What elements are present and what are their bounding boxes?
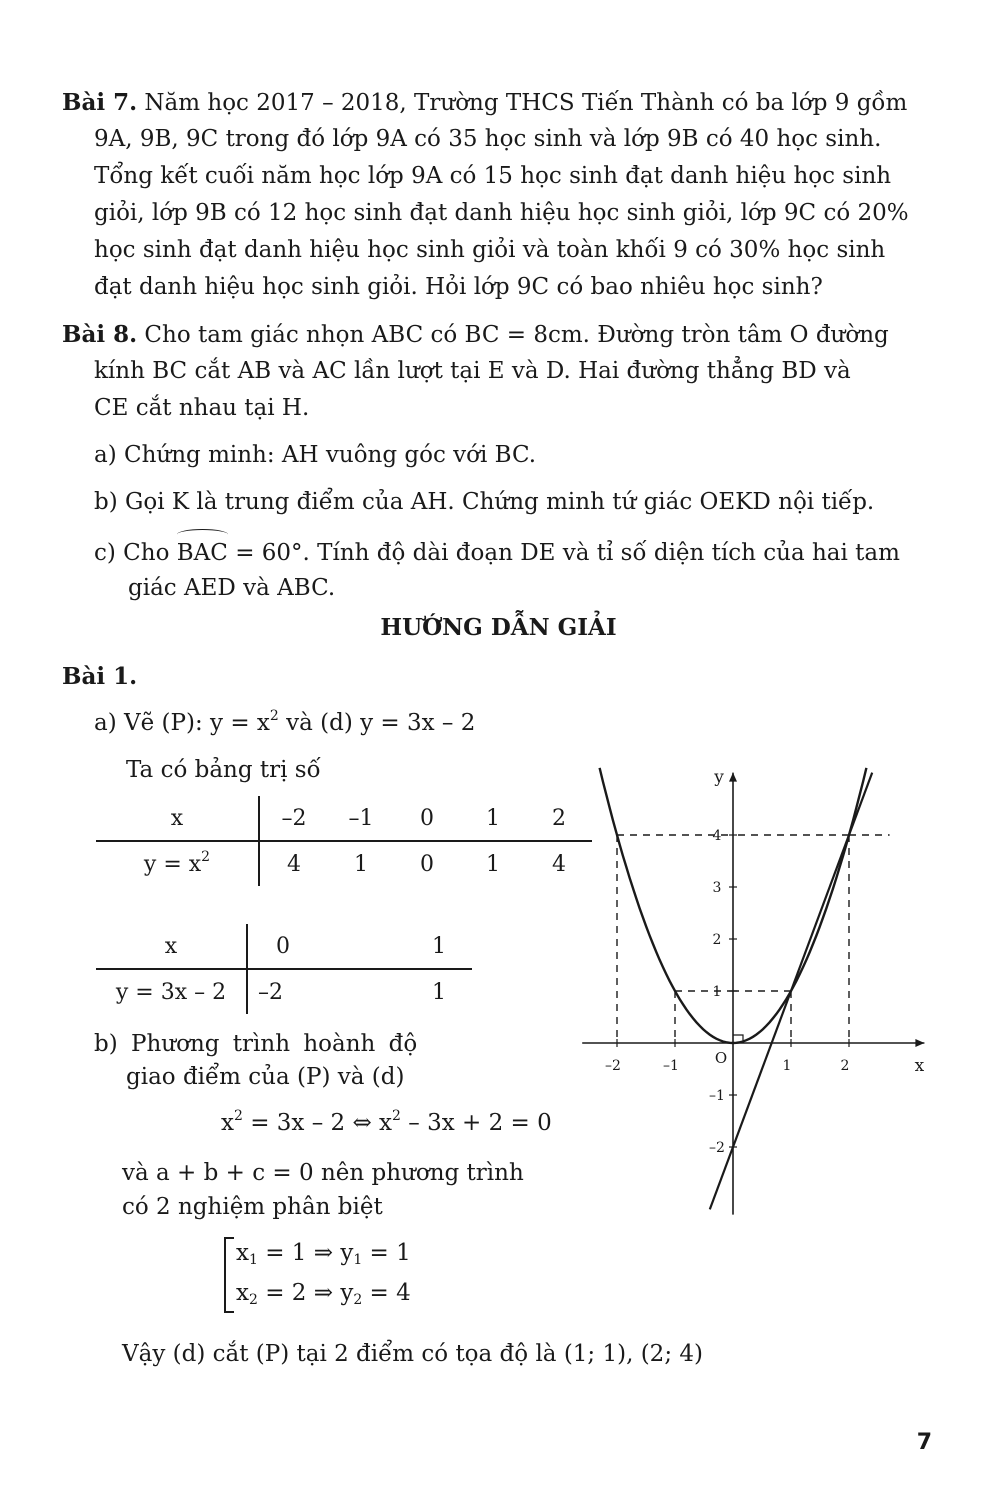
- bai1-part-a: [94, 705, 475, 742]
- y-tick-label: 2: [712, 932, 722, 948]
- bai1-a-pre: a) Vẽ (P): y = x: [94, 710, 270, 736]
- sol1-x: x: [236, 1240, 249, 1266]
- table2-x-label: x: [164, 933, 178, 959]
- bai7-line6: đạt danh hiệu học sinh giỏi. Hỏi lớp 9C có bao nhiêu học sinh?: [94, 274, 823, 300]
- sol2-xs: 2: [248, 1292, 258, 1308]
- bai1-b-line1: b) Phương trình hoành độ: [94, 1031, 418, 1057]
- bai8-c-pre: c) Cho: [94, 540, 170, 566]
- bai1-b-line2: giao điểm của (P) và (d): [126, 1064, 405, 1090]
- x-tick-label: –2: [605, 1058, 621, 1074]
- table1-x-row: [96, 796, 592, 841]
- eq-x: x: [221, 1110, 234, 1136]
- bai8-part-a: a) Chứng minh: AH vuông góc với BC.: [94, 442, 537, 468]
- bai1-a-sup: 2: [269, 708, 279, 724]
- table1-y-cell: 0: [420, 851, 434, 877]
- bai8-text1: Cho tam giác nhọn ABC có BC = 8cm. Đường tròn tâm O đường: [144, 322, 889, 348]
- table2-x-cell: 1: [432, 933, 446, 959]
- x-axis-arrow: [915, 1039, 924, 1047]
- sol2-yv: = 4: [362, 1280, 411, 1306]
- bai7-line2: 9A, 9B, 9C trong đó lớp 9A có 35 học sinh và lớp 9B có 40 học sinh.: [94, 126, 882, 152]
- table2-y-label: y = 3x – 2: [115, 979, 227, 1005]
- table2-x-cell: 0: [247, 924, 346, 969]
- table1-x-cell: 1: [486, 805, 500, 831]
- table2-y-cell: –2: [247, 969, 346, 1014]
- eq-end: – 3x + 2 = 0: [400, 1110, 552, 1136]
- bai1-label: Bài 1.: [62, 663, 138, 690]
- table1-y-cell: 1: [486, 851, 500, 877]
- table2-x-row: [96, 924, 472, 969]
- conclusion: Vậy (d) cắt (P) tại 2 điểm có tọa độ là (1; 1), (2; 4): [122, 1341, 703, 1367]
- sol1-xv: = 1 ⇒ y: [257, 1240, 354, 1266]
- bai8-part-b: b) Gọi K là trung điểm của AH. Chứng minh tứ giác OEKD nội tiếp.: [94, 489, 875, 515]
- y-tick-label: 1: [712, 984, 722, 1000]
- bai1-a-post: và (d) y = 3x – 2: [278, 710, 476, 736]
- table1-y-sup: 2: [201, 848, 211, 865]
- bai8-line2: kính BC cắt AB và AC lần lượt tại E và D. Hai đường thẳng BD và: [94, 358, 851, 384]
- angle-bac: BAC: [177, 535, 228, 572]
- table1-y-row: [96, 841, 592, 886]
- bai8-part-c: [94, 535, 900, 572]
- sol1-yv: = 1: [362, 1240, 411, 1266]
- table1-y-label: [96, 841, 259, 886]
- table1-x-cell: 0: [420, 805, 434, 831]
- abc-line2: có 2 nghiệm phân biệt: [122, 1194, 383, 1220]
- value-table-line: [96, 924, 472, 1014]
- table1-x-cell: –1: [348, 805, 374, 831]
- bai7-line1: [62, 84, 907, 122]
- table1-x-cell: 2: [552, 805, 566, 831]
- solution-bracket: [222, 1236, 236, 1314]
- eq-mid: = 3x – 2 ⇔ x: [242, 1110, 393, 1136]
- table2-y-cell: 1: [432, 979, 446, 1005]
- bai7-line5: học sinh đạt danh hiệu học sinh giỏi và toàn khối 9 có 30% học sinh: [94, 237, 886, 263]
- intersection-equation: [221, 1110, 552, 1136]
- bai8-c-post: . Tính độ dài đoạn DE và tỉ số diện tích của hai tam: [302, 540, 900, 566]
- bang-tri-so-label: Ta có bảng trị số: [126, 757, 321, 783]
- section-heading: HƯỚNG DẪN GIẢI: [380, 614, 617, 641]
- x-tick-label: 2: [840, 1058, 850, 1074]
- table1-y-cell: 4: [259, 841, 328, 886]
- x-tick-label: –1: [663, 1058, 679, 1074]
- y-tick-label: –1: [709, 1088, 725, 1104]
- table2-y-row: [96, 969, 472, 1014]
- solution-2: [236, 1280, 411, 1306]
- y-tick-label: 3: [712, 880, 722, 896]
- x-tick-label: 1: [782, 1058, 792, 1074]
- origin-label: O: [714, 1049, 728, 1067]
- sol2-xv: = 2 ⇒ y: [257, 1280, 354, 1306]
- table1-y-cell: 4: [552, 851, 566, 877]
- bai8-part-c-line2: giác AED và ABC.: [128, 575, 336, 601]
- table1-y-cell: 1: [354, 851, 368, 877]
- bai7-line4: giỏi, lớp 9B có 12 học sinh đạt danh hiệu học sinh giỏi, lớp 9C có 20%: [94, 200, 909, 226]
- bai8-line1: [62, 316, 889, 354]
- bai8-c-eq: = 60°: [235, 540, 303, 566]
- solution-1: [236, 1240, 411, 1266]
- sol1-xs: 1: [248, 1252, 258, 1268]
- graph-parabola-line: [530, 740, 950, 1230]
- bai7-label: Bài 7.: [62, 89, 138, 116]
- abc-line1: và a + b + c = 0 nên phương trình: [122, 1160, 524, 1186]
- sol1-ys: 1: [353, 1252, 363, 1268]
- y-tick-label: 4: [712, 828, 722, 844]
- bai7-text1: Năm học 2017 – 2018, Trường THCS Tiến Thành có ba lớp 9 gồm: [144, 90, 908, 116]
- table1-x-cell: –2: [259, 796, 328, 841]
- bai7-line3: Tổng kết cuối năm học lớp 9A có 15 học sinh đạt danh hiệu học sinh: [94, 163, 892, 189]
- x-axis-label: x: [914, 1056, 925, 1076]
- sol2-x: x: [236, 1280, 249, 1306]
- bai8-line3: CE cắt nhau tại H.: [94, 395, 310, 421]
- y-axis-label: y: [714, 767, 724, 788]
- sol2-ys: 2: [353, 1292, 363, 1308]
- bai8-label: Bài 8.: [62, 321, 138, 348]
- y-axis-arrow: [729, 773, 737, 782]
- table1-x-label: x: [170, 805, 184, 831]
- page-number: 7: [916, 1430, 932, 1455]
- eq-sup1: 2: [233, 1108, 243, 1124]
- table1-y-label-text: y = x: [143, 851, 202, 877]
- value-table-parabola: [96, 796, 592, 886]
- eq-sup2: 2: [392, 1108, 401, 1124]
- y-tick-label: –2: [709, 1140, 725, 1156]
